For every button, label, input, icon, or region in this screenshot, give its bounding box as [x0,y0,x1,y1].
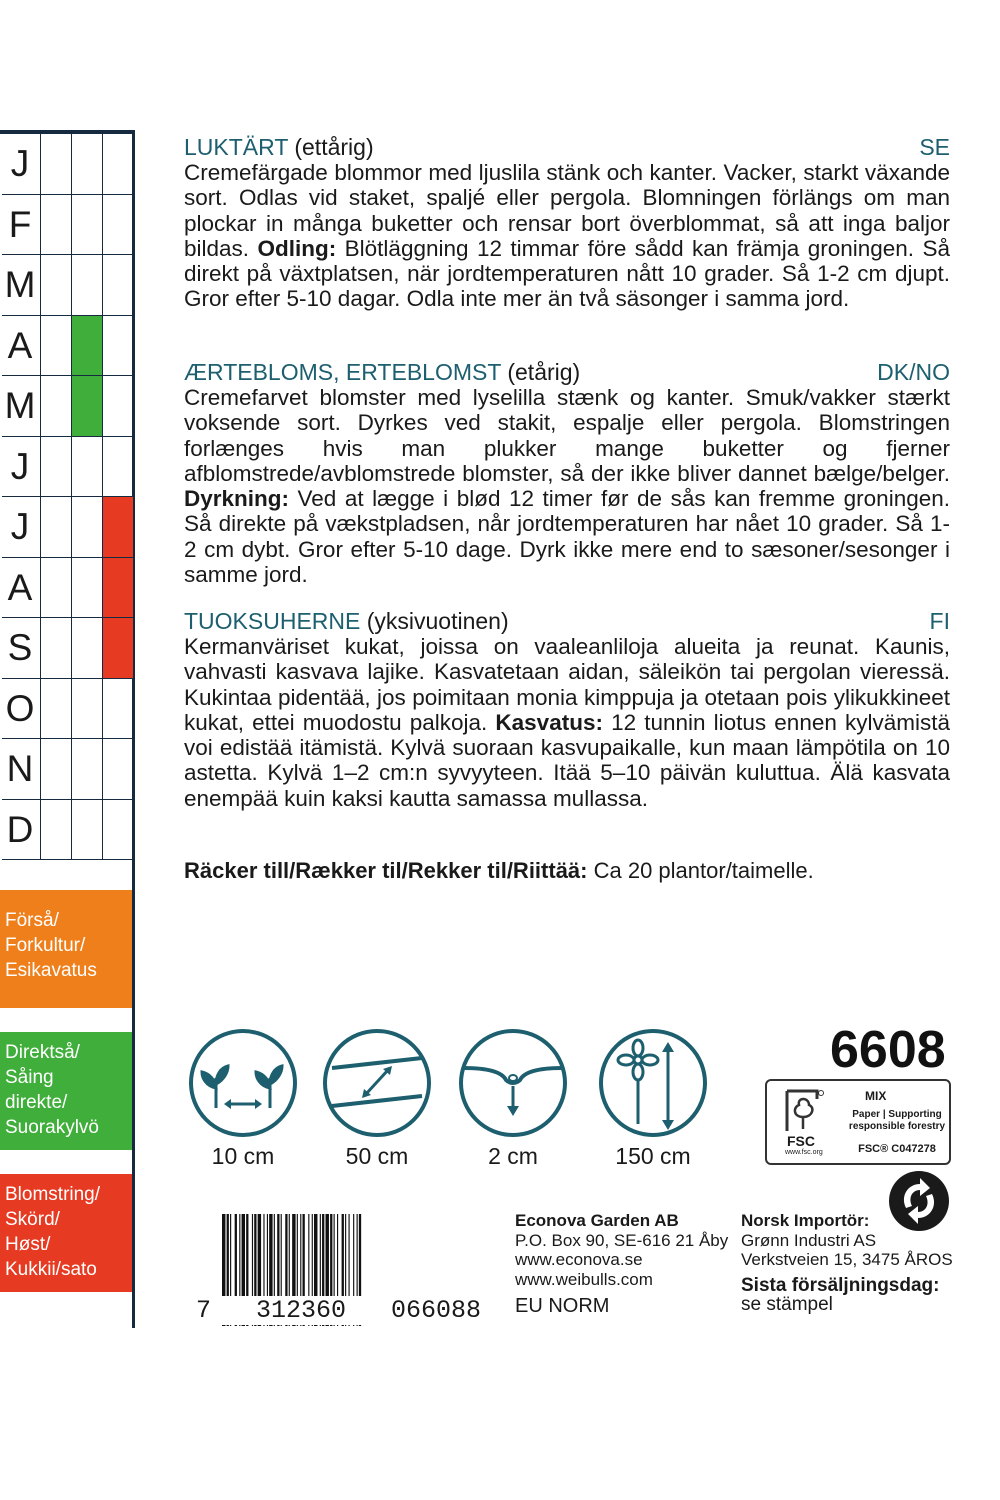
calendar-cell [40,618,71,678]
calendar-cell [71,437,102,497]
importer-address: Verkstveien 15, 3475 ÅROS [741,1250,953,1269]
plant-spacing-label: 10 cm [211,1143,275,1169]
calendar-month-row [2,376,132,437]
calendar-cell [102,497,133,557]
row-spacing-label: 50 cm [345,1143,409,1169]
calendar-month-row [2,739,132,800]
plant-height-icon [598,1028,708,1138]
last-sale-title: Sista försäljningsdag: [741,1274,940,1296]
importer-title: Norsk Importör: [741,1211,870,1230]
month-letter: J [10,445,30,487]
sowing-depth-icon [458,1028,568,1138]
legend-line: direkte/ [5,1092,68,1113]
calendar-cell [71,679,102,739]
month-letter: M [4,385,36,426]
calendar-cell [71,195,102,255]
calendar-month-row [2,800,132,861]
month-letter: J [10,506,30,547]
importer-name: Grønn Industri AS [741,1230,877,1250]
month-letter: F [8,203,32,245]
calendar-cell [71,618,102,678]
section-subtitle: (etårig) [500,359,581,385]
calendar-cell [71,255,102,315]
section-body [184,634,950,811]
month-letter: M [4,264,36,305]
body-text: Kermanväriset kukat, joissa on vaaleanliloja alueita ja reunat. Kaunis, vahvasti kasvava lajike. Kasvatetaan aidan, säleikön tai pergolan vieressä. Kukintaa pidentää, jos poimitaan monia kimppuja ja otetaan pois ylikukkineet kukat, ettei muodostu palkoja. [184,634,950,735]
legend-indoor-sowing [0,890,132,1008]
calendar-cell [40,437,71,497]
row-spacing-icon [322,1028,432,1138]
yield-label: Räcker till/Rækker til/Rekker til/Riittää: [184,858,588,883]
month-calendar [2,134,132,860]
importer-info [741,1211,953,1315]
company-address: P.O. Box 90, SE-616 21 Åby [515,1230,729,1250]
legend-line: Forkultur/ [5,935,86,956]
company-website: www.econova.se [515,1250,643,1269]
section-title: LUKTÄRT [184,134,288,160]
last-sale-value: se stämpel [741,1294,833,1315]
language-code: DK/NO [877,359,950,385]
calendar-cell [102,558,133,618]
section-title: TUOKSUHERNE [184,608,361,634]
month-letter: A [7,324,33,366]
calendar-cell [102,800,133,860]
calendar-cell [102,376,133,436]
section-danish-norwegian [184,360,950,587]
fsc-tree-icon [783,1089,825,1133]
section-subtitle: (yksivuotinen) [360,608,509,634]
section-title: ÆRTEBLOMS, ERTEBLOMST [184,359,501,385]
calendar-cell [102,679,133,739]
yield-info [184,858,814,884]
calendar-month-row [2,195,132,256]
legend-line: Såing [5,1067,54,1088]
calendar-cell [40,376,71,436]
calendar-cell [102,255,133,315]
calendar-cell [102,739,133,799]
calendar-month-row [2,316,132,377]
calendar-cell [102,437,133,497]
calendar-cell [102,134,133,194]
fsc-logo [765,1079,951,1165]
calendar-cell [71,134,102,194]
section-subtitle: (ettårig) [287,134,374,160]
calendar-cell [40,195,71,255]
language-code: SE [919,134,950,160]
plant-spacing-icon [188,1028,298,1138]
calendar-cell [40,316,71,376]
calendar-cell [102,195,133,255]
section-heading [184,135,950,160]
calendar-cell [40,558,71,618]
language-code: FI [929,608,950,634]
legend-direct-sowing [0,1032,132,1150]
calendar-month-row [2,134,132,195]
month-letter: O [5,687,35,729]
calendar-cell [40,497,71,557]
section-heading [184,609,950,634]
section-finnish [184,609,950,811]
calendar-cell [102,618,133,678]
month-letter: D [6,808,34,850]
product-code: 6608 [830,1021,946,1079]
body-text: Blötläggning 12 timmar före sådd kan främja groningen. Så direkt på växtplatsen, när jordtemperaturen nått 10 grader. Så 1-2 cm djupt. Gror efter 5-10 dagar. Odla inte mer än två säsonger i samma jord. [184,235,950,312]
month-letter: N [6,748,34,789]
calendar-cell [71,376,102,436]
legend-line: Blomstring/ [5,1184,101,1205]
calendar-cell [71,316,102,376]
body-bold: Dyrkning: [184,486,290,512]
calendar-month-row [2,497,132,558]
legend-line: Esikavatus [5,960,97,981]
company-info [515,1211,728,1317]
calendar-month-row [2,679,132,740]
body-bold: Kasvatus: [495,709,603,735]
calendar-month-row [2,255,132,316]
calendar-cell [40,739,71,799]
barcode-digits: 7 312360 066088 [196,1296,482,1325]
legend-line: Direktså/ [5,1042,80,1063]
fsc-brand: FSC [787,1133,815,1149]
sowing-depth-label: 2 cm [488,1143,538,1169]
legend-bloom-harvest [0,1174,132,1292]
calendar-cell [40,679,71,739]
body-text: Cremefarvet blomster med lyselilla stænk og kanter. Smuk/vakker stærkt voksende sort. Dyrkes ved stakit, espalje eller pergola. Blomstringen forlænges hvis man plukker mange buketter og fjerner afblomstrede/avblomstrede blomster, så der ikke bliver dannet bælge/belger. [184,385,950,486]
fsc-license: FSC® C047278 [858,1143,936,1155]
body-text: 12 tunnin liotus ennen kylvämistä voi edistää itämistä. Kylvä suoraan kasvupaikalle, kun maan lämpötila on 10 astetta. Kylvä 1–2 cm:n syvyyteen. Itää 5–10 päivän kuluttua. Älä kasvata enempää kuin kaksi kautta samassa mullassa. [184,709,950,811]
fsc-url: www.fsc.org [785,1149,823,1156]
month-letter: S [7,627,33,668]
body-bold: Odling: [257,235,337,261]
fsc-mix: MIX [865,1089,887,1103]
month-letter: J [10,143,30,184]
section-swedish [184,135,950,312]
calendar-month-row [2,437,132,498]
eu-norm: EU NORM [515,1295,610,1317]
month-letter: A [7,566,33,608]
legend-line: Suorakylvö [5,1117,99,1138]
calendar-cell [71,558,102,618]
section-heading [184,360,950,385]
legend-line: Høst/ [5,1234,51,1255]
fsc-claim: Paper | Supporting responsible forestry [848,1109,946,1132]
plant-height-label: 150 cm [615,1143,691,1169]
calendar-cell [40,134,71,194]
yield-value: Ca 20 plantor/taimelle. [587,858,814,883]
calendar-cell [40,255,71,315]
legend-line: Kukkii/sato [5,1259,97,1280]
calendar-month-row [2,618,132,679]
company-website: www.weibulls.com [515,1269,653,1289]
body-text: Cremefärgade blommor med ljuslila stänk och kanter. Vacker, starkt växande sort. Odlas vid staket, spaljé eller pergola. Blomningen förlängs om man plockar in många buketter och rensar bort överblommat, så att inga baljor bildas. [184,160,950,261]
calendar-cell [71,739,102,799]
section-body [184,160,950,312]
body-text: Ved at lægge i blød 12 timer før de sås kan fremme groningen. Så direkte på vækstpladsen, når jordtemperaturen har nået 10 grader. Så 1-2 cm dybt. Gror efter 5-10 dage. Dyrk ikke mere end to sæsoner/sesonger i samme jord. [184,486,950,588]
calendar-cell [40,800,71,860]
calendar-cell [71,800,102,860]
calendar-cell [71,497,102,557]
legend-line: Förså/ [5,910,59,931]
sowing-calendar-sidebar [0,130,135,1328]
company-name: Econova Garden AB [515,1211,679,1230]
section-body [184,385,950,587]
legend-line: Skörd/ [5,1209,60,1230]
calendar-month-row [2,558,132,619]
calendar-cell [102,316,133,376]
